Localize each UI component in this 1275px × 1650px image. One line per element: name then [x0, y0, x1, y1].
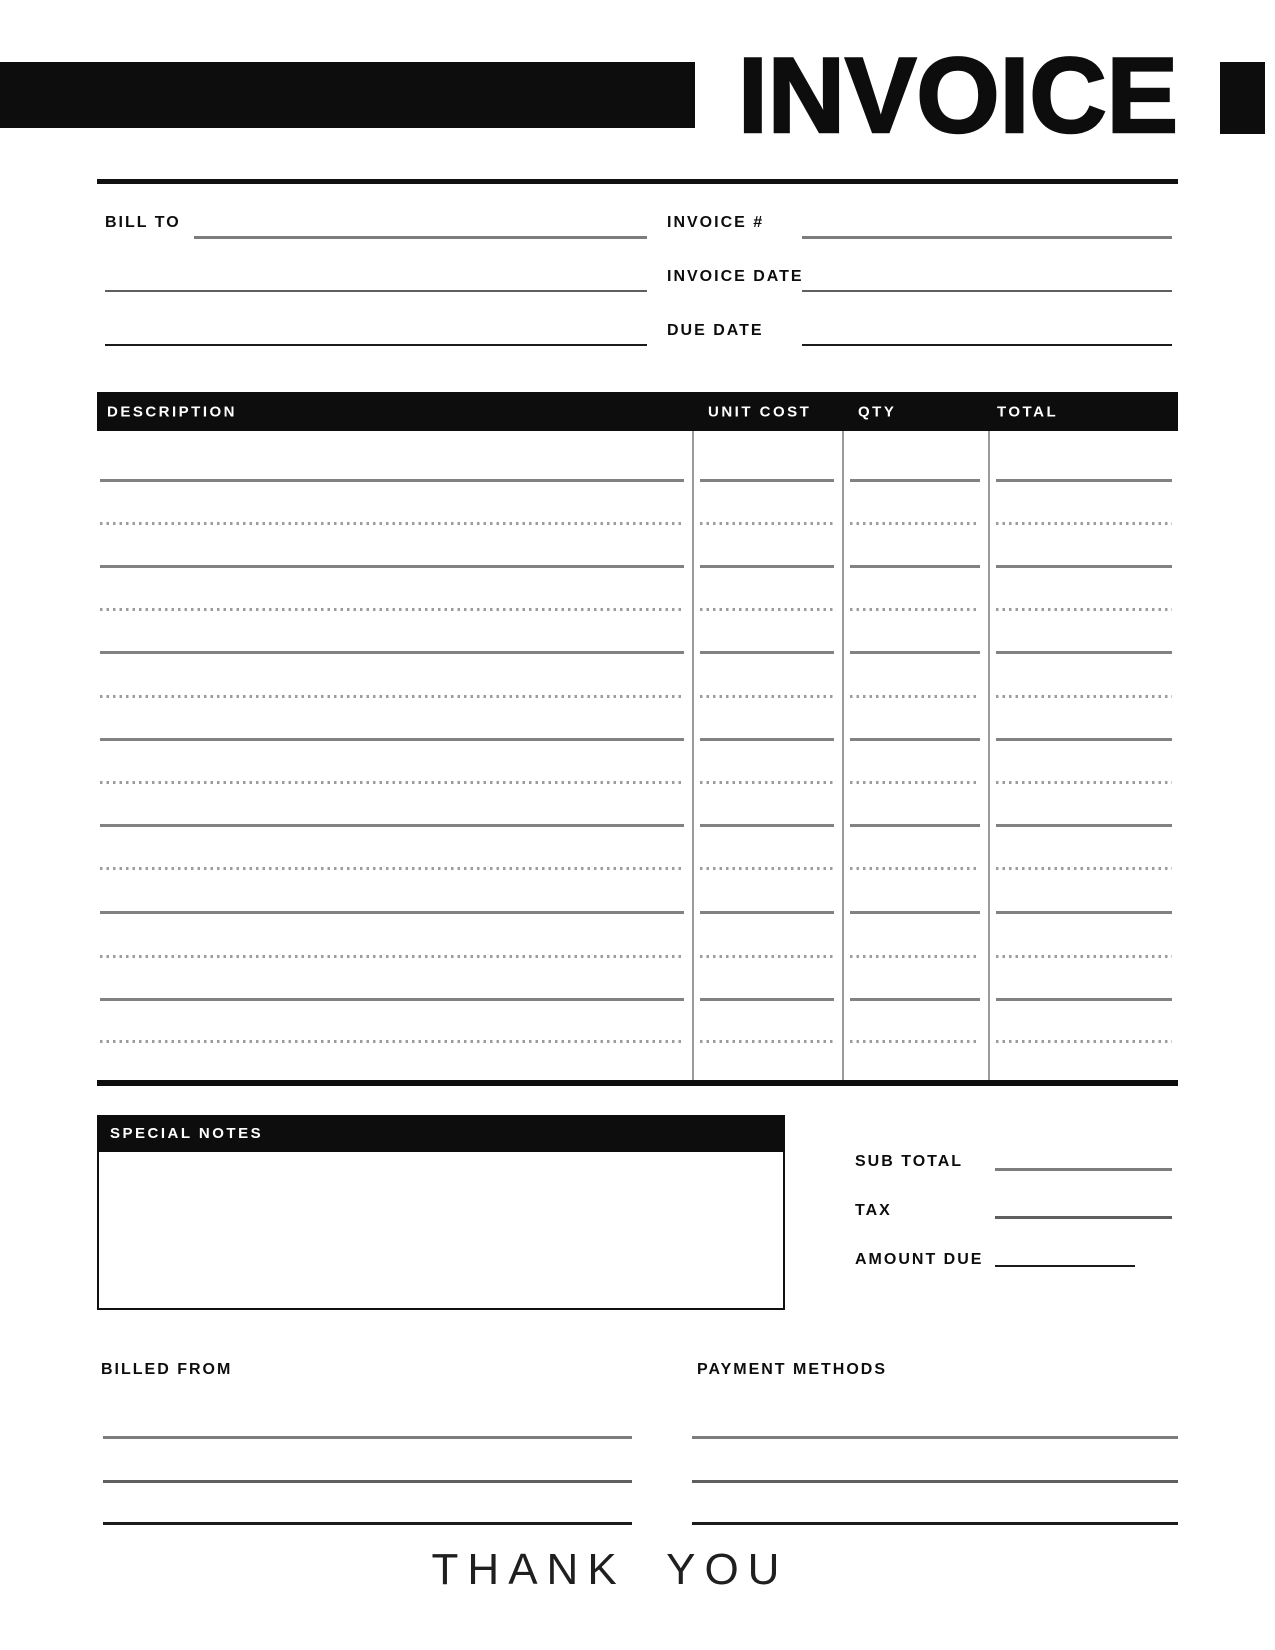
item-cell-line-r1-c1[interactable]	[100, 479, 684, 482]
page-title: INVOICE	[738, 35, 1178, 155]
item-cell-line-r4-c2[interactable]	[700, 608, 834, 611]
item-cell-line-r14-c1[interactable]	[100, 1040, 684, 1043]
item-cell-line-r13-c1[interactable]	[100, 998, 684, 1001]
item-cell-line-r14-c2[interactable]	[700, 1040, 834, 1043]
item-cell-line-r11-c3[interactable]	[850, 911, 980, 914]
billed-from-input-line-2[interactable]	[103, 1480, 632, 1483]
bill-to-input-line-1[interactable]	[194, 236, 647, 239]
item-cell-line-r1-c4[interactable]	[996, 479, 1172, 482]
thank-you-text: THANK YOU	[431, 1545, 789, 1594]
column-separator-1	[692, 431, 694, 1080]
item-cell-line-r1-c2[interactable]	[700, 479, 834, 482]
column-header-description: DESCRIPTION	[107, 403, 238, 420]
item-cell-line-r8-c2[interactable]	[700, 781, 834, 784]
payment-methods-label: PAYMENT METHODS	[697, 1361, 888, 1378]
item-cell-line-r14-c4[interactable]	[996, 1040, 1172, 1043]
header-left-bar	[0, 62, 695, 128]
item-cell-line-r7-c4[interactable]	[996, 738, 1172, 741]
bill-to-input-line-2[interactable]	[105, 290, 647, 292]
item-cell-line-r5-c3[interactable]	[850, 651, 980, 654]
invoice-number-label: INVOICE #	[667, 214, 765, 231]
item-cell-line-r10-c4[interactable]	[996, 867, 1172, 870]
item-cell-line-r6-c3[interactable]	[850, 695, 980, 698]
items-table-bottom-border	[97, 1080, 1178, 1086]
bill-to-label: BILL TO	[105, 214, 181, 231]
item-cell-line-r13-c3[interactable]	[850, 998, 980, 1001]
sub-total-input-line[interactable]	[995, 1168, 1172, 1171]
due-date-input-line[interactable]	[802, 344, 1172, 346]
billed-from-input-line-1[interactable]	[103, 1436, 632, 1439]
item-cell-line-r12-c2[interactable]	[700, 955, 834, 958]
payment-methods-input-line-1[interactable]	[692, 1436, 1178, 1439]
item-cell-line-r6-c2[interactable]	[700, 695, 834, 698]
item-cell-line-r5-c1[interactable]	[100, 651, 684, 654]
item-cell-line-r10-c1[interactable]	[100, 867, 684, 870]
item-cell-line-r6-c4[interactable]	[996, 695, 1172, 698]
item-cell-line-r11-c2[interactable]	[700, 911, 834, 914]
item-cell-line-r5-c2[interactable]	[700, 651, 834, 654]
column-separator-2	[842, 431, 844, 1080]
item-cell-line-r4-c3[interactable]	[850, 608, 980, 611]
item-cell-line-r13-c2[interactable]	[700, 998, 834, 1001]
item-cell-line-r9-c3[interactable]	[850, 824, 980, 827]
items-table-header	[97, 392, 1178, 431]
item-cell-line-r8-c4[interactable]	[996, 781, 1172, 784]
tax-input-line[interactable]	[995, 1216, 1172, 1219]
payment-methods-input-line-3[interactable]	[692, 1522, 1178, 1525]
column-header-total: TOTAL	[997, 403, 1059, 420]
column-separator-3	[988, 431, 990, 1080]
special-notes-label: SPECIAL NOTES	[110, 1125, 264, 1142]
special-notes-header	[97, 1115, 785, 1152]
item-cell-line-r13-c4[interactable]	[996, 998, 1172, 1001]
item-cell-line-r10-c3[interactable]	[850, 867, 980, 870]
tax-label: TAX	[855, 1202, 892, 1219]
item-cell-line-r2-c4[interactable]	[996, 522, 1172, 525]
payment-methods-input-line-2[interactable]	[692, 1480, 1178, 1483]
item-cell-line-r10-c2[interactable]	[700, 867, 834, 870]
header-square-decoration	[1220, 62, 1265, 134]
item-cell-line-r5-c4[interactable]	[996, 651, 1172, 654]
sub-total-label: SUB TOTAL	[855, 1153, 964, 1170]
item-cell-line-r11-c4[interactable]	[996, 911, 1172, 914]
item-cell-line-r9-c2[interactable]	[700, 824, 834, 827]
item-cell-line-r7-c1[interactable]	[100, 738, 684, 741]
item-cell-line-r3-c2[interactable]	[700, 565, 834, 568]
item-cell-line-r3-c4[interactable]	[996, 565, 1172, 568]
item-cell-line-r12-c4[interactable]	[996, 955, 1172, 958]
item-cell-line-r2-c3[interactable]	[850, 522, 980, 525]
item-cell-line-r12-c1[interactable]	[100, 955, 684, 958]
item-cell-line-r8-c3[interactable]	[850, 781, 980, 784]
item-cell-line-r4-c4[interactable]	[996, 608, 1172, 611]
column-header-qty: QTY	[858, 403, 897, 420]
billed-from-input-line-3[interactable]	[103, 1522, 632, 1525]
item-cell-line-r1-c3[interactable]	[850, 479, 980, 482]
item-cell-line-r2-c1[interactable]	[100, 522, 684, 525]
amount-due-label: AMOUNT DUE	[855, 1251, 984, 1268]
invoice-date-input-line[interactable]	[802, 290, 1172, 292]
header-divider	[97, 179, 1178, 184]
item-cell-line-r11-c1[interactable]	[100, 911, 684, 914]
item-cell-line-r3-c3[interactable]	[850, 565, 980, 568]
item-cell-line-r6-c1[interactable]	[100, 695, 684, 698]
item-cell-line-r4-c1[interactable]	[100, 608, 684, 611]
column-header-unit-cost: UNIT COST	[708, 403, 812, 420]
item-cell-line-r3-c1[interactable]	[100, 565, 684, 568]
item-cell-line-r7-c2[interactable]	[700, 738, 834, 741]
due-date-label: DUE DATE	[667, 322, 764, 339]
item-cell-line-r14-c3[interactable]	[850, 1040, 980, 1043]
billed-from-label: BILLED FROM	[101, 1361, 233, 1378]
item-cell-line-r9-c1[interactable]	[100, 824, 684, 827]
item-cell-line-r9-c4[interactable]	[996, 824, 1172, 827]
item-cell-line-r8-c1[interactable]	[100, 781, 684, 784]
item-cell-line-r7-c3[interactable]	[850, 738, 980, 741]
amount-due-input-line[interactable]	[995, 1265, 1135, 1267]
item-cell-line-r12-c3[interactable]	[850, 955, 980, 958]
invoice-date-label: INVOICE DATE	[667, 268, 804, 285]
bill-to-input-line-3[interactable]	[105, 344, 647, 346]
invoice-number-input-line[interactable]	[802, 236, 1172, 239]
item-cell-line-r2-c2[interactable]	[700, 522, 834, 525]
